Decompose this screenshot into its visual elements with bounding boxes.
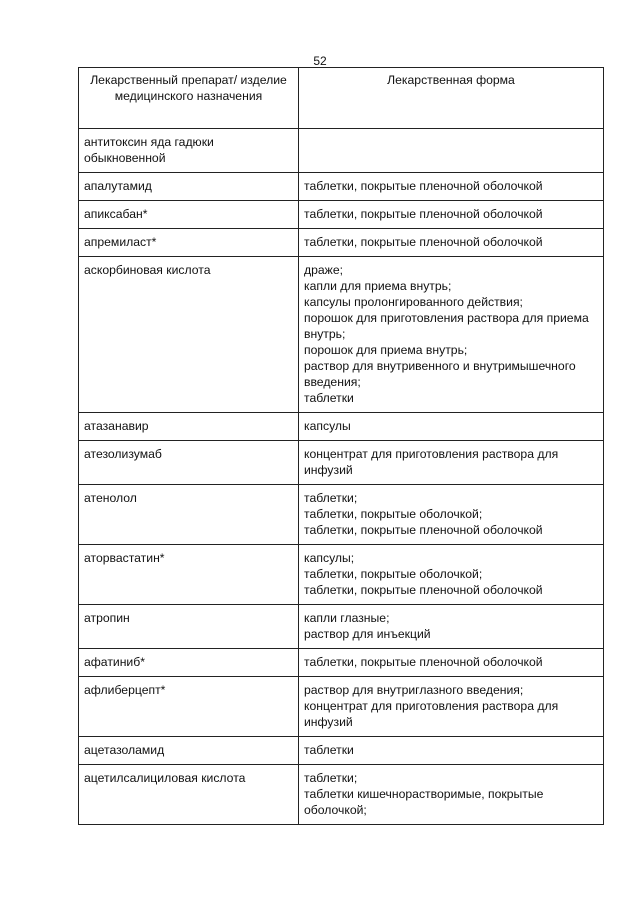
dosage-form-line: таблетки, покрытые пленочной оболочкой xyxy=(304,207,543,221)
dosage-form-cell xyxy=(299,257,604,413)
dosage-form-line: раствор для внутривенного и внутримышечного введения; xyxy=(304,359,576,389)
dosage-form-cell xyxy=(299,765,604,825)
dosage-form-cell xyxy=(299,441,604,485)
drug-name-cell: апиксабан* xyxy=(79,201,299,229)
dosage-form-cell xyxy=(299,545,604,605)
dosage-form-line: концентрат для приготовления раствора для инфузий xyxy=(304,699,559,729)
table-body xyxy=(79,129,604,825)
table-row xyxy=(79,413,604,441)
table-row xyxy=(79,737,604,765)
dosage-form-line: порошок для приема внутрь; xyxy=(304,343,468,357)
dosage-form-cell xyxy=(299,129,604,173)
dosage-form-line: драже; xyxy=(304,263,343,277)
drug-name-cell: аскорбиновая кислота xyxy=(79,257,299,413)
dosage-form-line: капсулы пролонгированного действия; xyxy=(304,295,523,309)
dosage-form-line: капсулы; xyxy=(304,551,355,565)
dosage-form-line: таблетки, покрытые пленочной оболочкой xyxy=(304,523,543,537)
dosage-form-line: таблетки, покрытые пленочной оболочкой xyxy=(304,583,543,597)
table-row xyxy=(79,765,604,825)
table-row xyxy=(79,257,604,413)
drug-name-cell: аторвастатин* xyxy=(79,545,299,605)
dosage-form-cell xyxy=(299,173,604,201)
drug-name-cell: апалутамид xyxy=(79,173,299,201)
drug-name-cell: афлиберцепт* xyxy=(79,677,299,737)
table-row xyxy=(79,201,604,229)
dosage-form-line: раствор для внутриглазного введения; xyxy=(304,683,524,697)
drug-name-cell: антитоксин яда гадюки обыкновенной xyxy=(79,129,299,173)
dosage-form-line: концентрат для приготовления раствора для инфузий xyxy=(304,447,559,477)
dosage-form-line: таблетки, покрытые пленочной оболочкой xyxy=(304,179,543,193)
dosage-form-cell xyxy=(299,649,604,677)
drug-name-cell: афатиниб* xyxy=(79,649,299,677)
drug-name-cell: атазанавир xyxy=(79,413,299,441)
drug-name-cell: апремиласт* xyxy=(79,229,299,257)
dosage-form-line: порошок для приготовления раствора для приема внутрь; xyxy=(304,311,589,341)
dosage-form-line: капли глазные; xyxy=(304,611,390,625)
drug-name-cell: атезолизумаб xyxy=(79,441,299,485)
dosage-form-line: раствор для инъекций xyxy=(304,627,431,641)
dosage-form-cell xyxy=(299,413,604,441)
dosage-form-line: капли для приема внутрь; xyxy=(304,279,452,293)
dosage-form-line: таблетки; xyxy=(304,771,358,785)
dosage-form-cell xyxy=(299,737,604,765)
dosage-form-line: таблетки; xyxy=(304,491,358,505)
dosage-form-line: таблетки, покрытые пленочной оболочкой xyxy=(304,235,543,249)
table-row xyxy=(79,229,604,257)
dosage-form-line: таблетки xyxy=(304,391,354,405)
drug-name-cell: атропин xyxy=(79,605,299,649)
table-row xyxy=(79,605,604,649)
dosage-form-cell xyxy=(299,201,604,229)
column-header-drug: Лекарственный препарат/ изделие медицинского назначения xyxy=(79,68,299,129)
dosage-form-line: таблетки, покрытые пленочной оболочкой xyxy=(304,655,543,669)
drug-name-cell: атенолол xyxy=(79,485,299,545)
table-row xyxy=(79,129,604,173)
drug-table xyxy=(78,67,604,825)
dosage-form-line: таблетки, покрытые оболочкой; xyxy=(304,507,483,521)
table-row xyxy=(79,677,604,737)
page-number: 52 xyxy=(313,54,327,68)
dosage-form-cell xyxy=(299,229,604,257)
dosage-form-line: капсулы xyxy=(304,419,351,433)
table-row xyxy=(79,545,604,605)
table-row xyxy=(79,649,604,677)
dosage-form-line: таблетки, покрытые оболочкой; xyxy=(304,567,483,581)
dosage-form-cell xyxy=(299,677,604,737)
drug-name-cell: ацетазоламид xyxy=(79,737,299,765)
dosage-form-cell xyxy=(299,485,604,545)
column-header-form: Лекарственная форма xyxy=(299,68,604,129)
table-row xyxy=(79,485,604,545)
dosage-form-line: таблетки кишечнорастворимые, покрытые оболочкой; xyxy=(304,787,544,817)
dosage-form-line: таблетки xyxy=(304,743,354,757)
table-row xyxy=(79,173,604,201)
table-row xyxy=(79,441,604,485)
dosage-form-cell xyxy=(299,605,604,649)
table-header-row xyxy=(79,68,604,129)
drug-name-cell: ацетилсалициловая кислота xyxy=(79,765,299,825)
